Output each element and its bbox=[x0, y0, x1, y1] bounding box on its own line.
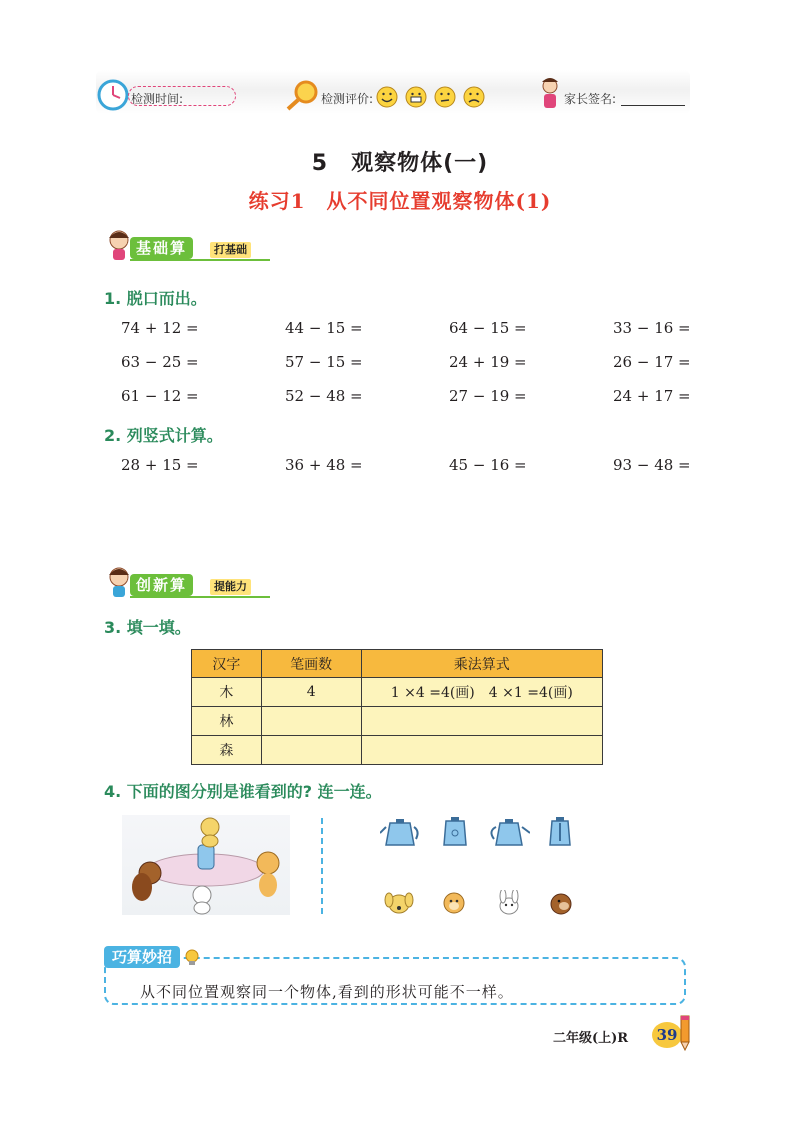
dog-head-icon[interactable] bbox=[384, 890, 414, 916]
section-basic-tag: 打基础 bbox=[210, 242, 251, 258]
parent-figure-icon bbox=[536, 76, 564, 112]
kettle-view-icon[interactable] bbox=[442, 815, 468, 849]
q1-expr: 44 − 15 = bbox=[285, 319, 363, 337]
q1-expr: 33 − 16 = bbox=[613, 319, 691, 337]
page-title: 5 观察物体(一) bbox=[311, 151, 489, 176]
smile-face-icon[interactable] bbox=[376, 86, 398, 108]
table-cell: 木 bbox=[192, 678, 262, 707]
q1-expr: 24 + 19 = bbox=[449, 353, 527, 371]
page-number: 39 bbox=[652, 1022, 682, 1048]
q2-expr: 45 − 16 = bbox=[449, 456, 527, 474]
q2-heading: 2. 列竖式计算。 bbox=[104, 426, 223, 445]
section-innov-underline bbox=[130, 596, 270, 598]
answer-cell[interactable] bbox=[361, 707, 602, 736]
q1-expr: 64 − 15 = bbox=[449, 319, 527, 337]
table-row bbox=[192, 707, 603, 736]
animals-around-table-icon bbox=[122, 815, 290, 915]
table-row bbox=[192, 736, 603, 765]
squirrel-head-icon[interactable] bbox=[548, 890, 574, 916]
answer-cell[interactable] bbox=[261, 736, 361, 765]
q1-expr: 52 − 48 = bbox=[285, 387, 363, 405]
answer-cell[interactable] bbox=[361, 736, 602, 765]
kettle-view-icon[interactable] bbox=[488, 815, 530, 849]
q1-expr: 61 − 12 = bbox=[121, 387, 199, 405]
table-scene-illustration bbox=[122, 815, 290, 915]
pencil-mascot-icon bbox=[676, 1014, 694, 1052]
magnifier-icon bbox=[284, 78, 320, 112]
time-label: 检测时间: bbox=[131, 92, 184, 106]
tip-label: 巧算妙招 bbox=[104, 946, 180, 968]
rabbit-head-icon[interactable] bbox=[496, 890, 522, 916]
neutral-face-icon[interactable] bbox=[434, 86, 456, 108]
section-innov-tag: 提能力 bbox=[210, 579, 251, 595]
table-cell: 4 bbox=[261, 678, 361, 707]
table-header-row bbox=[192, 650, 603, 678]
q1-expr: 24 + 17 = bbox=[613, 387, 691, 405]
table-header: 乘法算式 bbox=[361, 650, 602, 678]
clock-icon bbox=[96, 78, 130, 112]
q1-heading: 1. 脱口而出。 bbox=[104, 289, 207, 308]
q2-expr: 93 − 48 = bbox=[613, 456, 691, 474]
q1-expr: 27 − 19 = bbox=[449, 387, 527, 405]
signature-field[interactable] bbox=[621, 105, 685, 106]
grade-label: 二年级(上)R bbox=[553, 1031, 629, 1046]
divider bbox=[321, 818, 323, 914]
section-basic-title: 基础算 bbox=[130, 237, 193, 259]
answer-cell[interactable] bbox=[261, 707, 361, 736]
q1-expr: 63 − 25 = bbox=[121, 353, 199, 371]
table-row bbox=[192, 678, 603, 707]
q1-expr: 26 − 17 = bbox=[613, 353, 691, 371]
q3-heading: 3. 填一填。 bbox=[104, 618, 191, 637]
kettle-view-icon[interactable] bbox=[548, 815, 572, 849]
table-cell: 林 bbox=[192, 707, 262, 736]
lightbulb-icon bbox=[182, 948, 202, 968]
table-cell: 1 ×4 =4(画) 4 ×1 =4(画) bbox=[361, 678, 602, 707]
q1-expr: 74 + 12 = bbox=[121, 319, 199, 337]
grin-face-icon[interactable] bbox=[405, 86, 427, 108]
kettle-view-icon[interactable] bbox=[380, 815, 420, 849]
eval-label: 检测评价: bbox=[321, 92, 374, 106]
table-cell: 森 bbox=[192, 736, 262, 765]
page-subtitle: 练习1 从不同位置观察物体(1) bbox=[248, 189, 552, 213]
sad-face-icon[interactable] bbox=[463, 86, 485, 108]
q1-expr: 57 − 15 = bbox=[285, 353, 363, 371]
section-innov-title: 创新算 bbox=[130, 574, 193, 596]
strokes-table bbox=[191, 649, 603, 765]
section-basic-badge bbox=[104, 234, 274, 260]
signature-label: 家长签名: bbox=[564, 92, 617, 106]
section-basic-underline bbox=[130, 259, 270, 261]
table-header: 汉字 bbox=[192, 650, 262, 678]
q2-expr: 36 + 48 = bbox=[285, 456, 363, 474]
section-innov-badge bbox=[104, 571, 274, 597]
tip-text: 从不同位置观察同一个物体,看到的形状可能不一样。 bbox=[140, 983, 514, 1001]
q4-heading: 4. 下面的图分别是谁看到的? 连一连。 bbox=[104, 782, 382, 801]
q2-expr: 28 + 15 = bbox=[121, 456, 199, 474]
table-header: 笔画数 bbox=[261, 650, 361, 678]
monkey-head-icon[interactable] bbox=[442, 890, 466, 916]
